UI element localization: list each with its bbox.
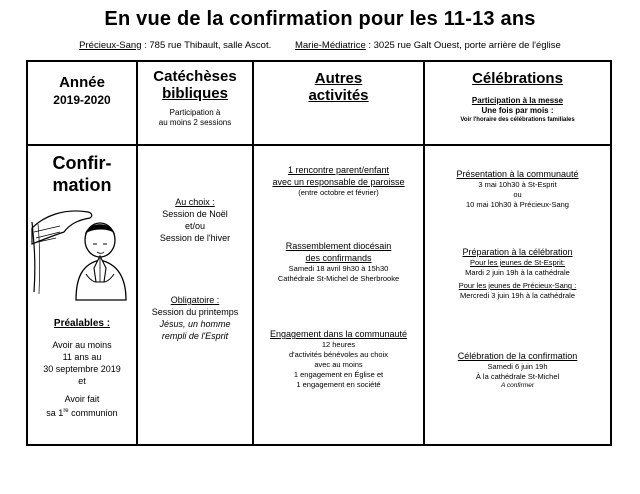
celebration-2-sub-1: Pour les jeunes de St-Esprit: (469, 258, 566, 267)
activity-3-line-2: 12 heures (321, 340, 356, 349)
activity-3-line-4: avec au moins (314, 360, 363, 369)
choice-or: et/ou (184, 221, 206, 231)
celebration-3-note: A confirmer (501, 382, 534, 389)
location-2-name: Marie-Médiatrice (294, 40, 366, 51)
activities-title-2: activités (308, 87, 369, 104)
celebration-1-title: Présentation à la communauté (456, 169, 579, 179)
celebration-3 (425, 350, 610, 390)
header-celebrations (425, 70, 610, 124)
celebration-3-line-1: Samedi 6 juin 19h (487, 362, 548, 371)
celebration-3-title: Célébration de la confirmation (457, 351, 578, 361)
celebration-1-line-1: 3 mai 10h30 à St-Esprit (478, 180, 557, 189)
confirmation-line-1: Confir- (52, 153, 112, 173)
celebration-1-line-2: 10 mai 10h30 à Précieux-Sang (466, 200, 569, 209)
requirement-4: Avoir fait (64, 394, 100, 404)
celebration-1-or: ou (513, 190, 522, 199)
choice-2: Session de l'hiver (159, 233, 231, 243)
location-1-name: Précieux-Sang (79, 40, 142, 51)
mandatory-label: Obligatoire : (170, 295, 220, 305)
location-2-detail: : 3025 rue Galt Ouest, porte arrière de l'église (365, 40, 561, 51)
activity-2-line-2: des confirmands (305, 253, 372, 263)
prerequisites (28, 318, 136, 419)
choice-1: Session de Noël (162, 209, 228, 219)
activity-1-line-3: (entre octobre et février) (298, 188, 379, 197)
mandatory-2: Jésus, un homme (159, 319, 231, 329)
catechesis-note-2: au moins 2 sessions (158, 118, 232, 127)
celebration-2 (425, 246, 610, 301)
celebration-2-line-2: Mercredi 3 juin 19h à la cathédrale (459, 291, 576, 300)
activity-2-line-4: Cathédrale St-Michel de Sherbrooke (277, 274, 400, 283)
activity-2-line-3: Samedi 18 avril 9h30 à 15h30 (288, 264, 389, 273)
catechesis-mandatory (138, 294, 252, 342)
header-catechesis (138, 68, 252, 128)
requirement-3: 30 septembre 2019 (43, 364, 121, 374)
activities-title-1: Autres (314, 70, 363, 87)
choice-label: Au choix : (175, 197, 215, 207)
celebration-2-title: Préparation à la célébration (462, 247, 573, 257)
activity-1 (254, 164, 423, 198)
activity-3-line-5: 1 engagement en Église et (293, 370, 384, 379)
celebration-2-sub-2: Pour les jeunes de Précieux-Sang : (458, 281, 577, 290)
celebration-1 (425, 168, 610, 210)
requirement-1: Avoir au moins (52, 340, 112, 350)
activity-2 (254, 240, 423, 284)
requirement-2: 11 ans au (62, 352, 102, 362)
confirmation-heading (28, 152, 136, 196)
activity-3-line-6: 1 engagement en société (296, 380, 381, 389)
catechesis-title-1: Catéchèses (153, 68, 237, 85)
activity-1-line-1: 1 rencontre parent/enfant (287, 165, 390, 175)
year-value: 2019-2020 (53, 93, 111, 107)
catechesis-choice (138, 196, 252, 244)
celebrations-note-2: Une fois par mois : (481, 106, 554, 115)
address-line (0, 40, 640, 51)
catechesis-note-1: Participation à (169, 108, 221, 117)
prerequisites-label: Préalables : (53, 318, 111, 329)
activity-2-line-1: Rassemblement diocésain (285, 241, 392, 251)
confirmation-line-2: mation (52, 175, 112, 195)
header-activities (254, 70, 423, 104)
celebrations-title: Célébrations (472, 70, 563, 87)
celebrations-note-1: Participation à la messe (471, 96, 564, 105)
celebration-2-line-1: Mardi 2 juin 19h à la cathédrale (465, 268, 570, 277)
requirement-and: et (78, 376, 86, 386)
mandatory-1: Session du printemps (151, 307, 239, 317)
header-divider (26, 144, 612, 146)
header-year (28, 74, 136, 109)
activity-3 (254, 328, 423, 390)
catechesis-title-2: bibliques (162, 85, 228, 102)
year-label: Année (59, 74, 105, 91)
praying-child-illustration (30, 202, 130, 302)
celebration-3-line-2: À la cathédrale St-Michel (475, 372, 560, 381)
activity-3-line-3: d'activités bénévoles au choix (289, 350, 388, 359)
requirement-5: sa 1re communion (46, 408, 118, 418)
activity-3-line-1: Engagement dans la communauté (269, 329, 408, 339)
activity-1-line-2: avec un responsable de paroisse (272, 177, 405, 187)
celebrations-note-3: Voir l'horaire des célébrations familiales (460, 117, 575, 123)
page-title: En vue de la confirmation pour les 11-13 ans (104, 8, 536, 30)
location-1-detail: : 785 rue Thibault, salle Ascot. (141, 40, 272, 51)
mandatory-3: rempli de l'Esprit (161, 331, 229, 341)
